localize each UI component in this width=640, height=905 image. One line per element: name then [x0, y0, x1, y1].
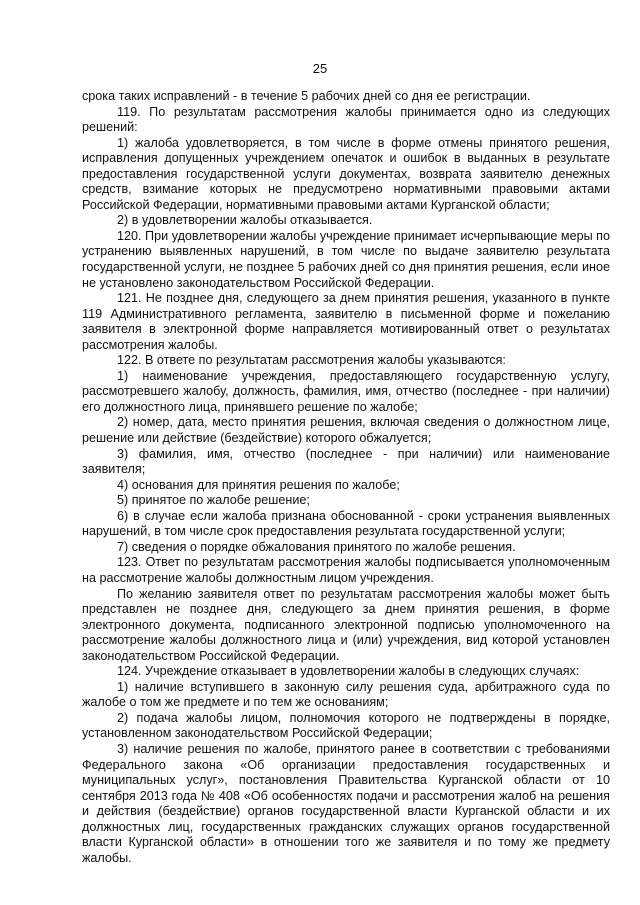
document-body: [82, 89, 610, 866]
paragraph: 1) жалоба удовлетворяется, в том числе в форме отмены принятого решения, исправления допущенных учреждением опечаток и ошибок в выданных в результате предоставления государственной услуги документах, возврата заявителю денежных средств, взимание которых не предусмотрено нормативными правовыми актами Российской Федерации, нормативными правовыми актами Курганской области;: [82, 135, 610, 212]
paragraph: 122. В ответе по результатам рассмотрения жалобы указываются:: [117, 353, 506, 368]
paragraph: 3) наличие решения по жалобе, принятого ранее в соответствии с требованиями Федерального закона «Об организации предоставления государственных и муниципальных услуг», постановления Правительства Курганской области от 10 сентября 2013 года № 408 «Об особенностях подачи и рассмотрения жалоб на решения и действия (бездействие) органов государственной власти Курганской области и их должностных лиц, государственных гражданских служащих органов государственной власти Курганской области» в отношении того же заявителя и по тому же предмету жалобы.: [82, 741, 610, 865]
paragraph: 2) номер, дата, место принятия решения, включая сведения о должностном лице, решение или действие (бездействие) которого обжалуется;: [82, 415, 610, 446]
paragraph: 124. Учреждение отказывает в удовлетворении жалобы в следующих случаях:: [117, 664, 580, 679]
paragraph: 123. Ответ по результатам рассмотрения жалобы подписывается уполномоченным на рассмотрение жалобы должностным лицом учреждения.: [82, 555, 610, 585]
paragraph: 120. При удовлетворении жалобы учреждение принимает исчерпывающие меры по устранению выявленных нарушений, в том числе по выдаче заявителю результата государственной услуги, не позднее 5 рабочих дней со дня принятия решения, если иное не установлено законодательством Российской Федерации.: [82, 228, 610, 290]
paragraph: 119. По результатам рассмотрения жалобы принимается одно из следующих решений:: [82, 104, 610, 135]
paragraph: 121. Не позднее дня, следующего за днем принятия решения, указанного в пункте 119 Административного регламента, заявителю в письменной форме и пожеланию заявителя в электронной форме направляется мотивированный ответ о результатах рассмотрения жалобы.: [82, 291, 610, 352]
paragraph: 1) наличие вступившего в законную силу решения суда, арбитражного суда по жалобе о том же предмете и по тем же основаниям;: [82, 679, 610, 710]
page-number: 25: [312, 61, 328, 76]
paragraph: По желанию заявителя ответ по результатам рассмотрения жалобы может быть представлен не позднее дня, следующего за днем принятия решения, в форме электронного документа, подписанного электронной подписью уполномоченного на рассмотрение жалобы должностного лица и (или) учреждения, вид которой установлен законодательством Российской Федерации.: [82, 586, 610, 663]
paragraph: 6) в случае если жалоба признана обоснованной - сроки устранения выявленных нарушений, в том числе срок предоставления результата государственной услуги;: [82, 508, 610, 539]
paragraph: 3) фамилия, имя, отчество (последнее - при наличии) или наименование заявителя;: [82, 446, 610, 477]
paragraph: 2) в удовлетворении жалобы отказывается.: [117, 213, 373, 228]
paragraph: 4) основания для принятия решения по жалобе;: [117, 477, 400, 492]
paragraph: 5) принятое по жалобе решение;: [117, 493, 310, 508]
paragraph: срока таких исправлений - в течение 5 рабочих дней со дня ее регистрации.: [82, 89, 531, 103]
paragraph: 2) подача жалобы лицом, полномочия которого не подтверждены в порядке, установленном законодательством Российской Федерации;: [82, 710, 610, 741]
paragraph: 1) наименование учреждения, предоставляющего государственную услугу, рассмотревшего жалобу, должность, фамилия, имя, отчество (последнее - при наличии) его должностного лица, принявшего решение по жалобе;: [82, 368, 610, 414]
paragraph: 7) сведения о порядке обжалования принятого по жалобе решения.: [117, 539, 516, 554]
